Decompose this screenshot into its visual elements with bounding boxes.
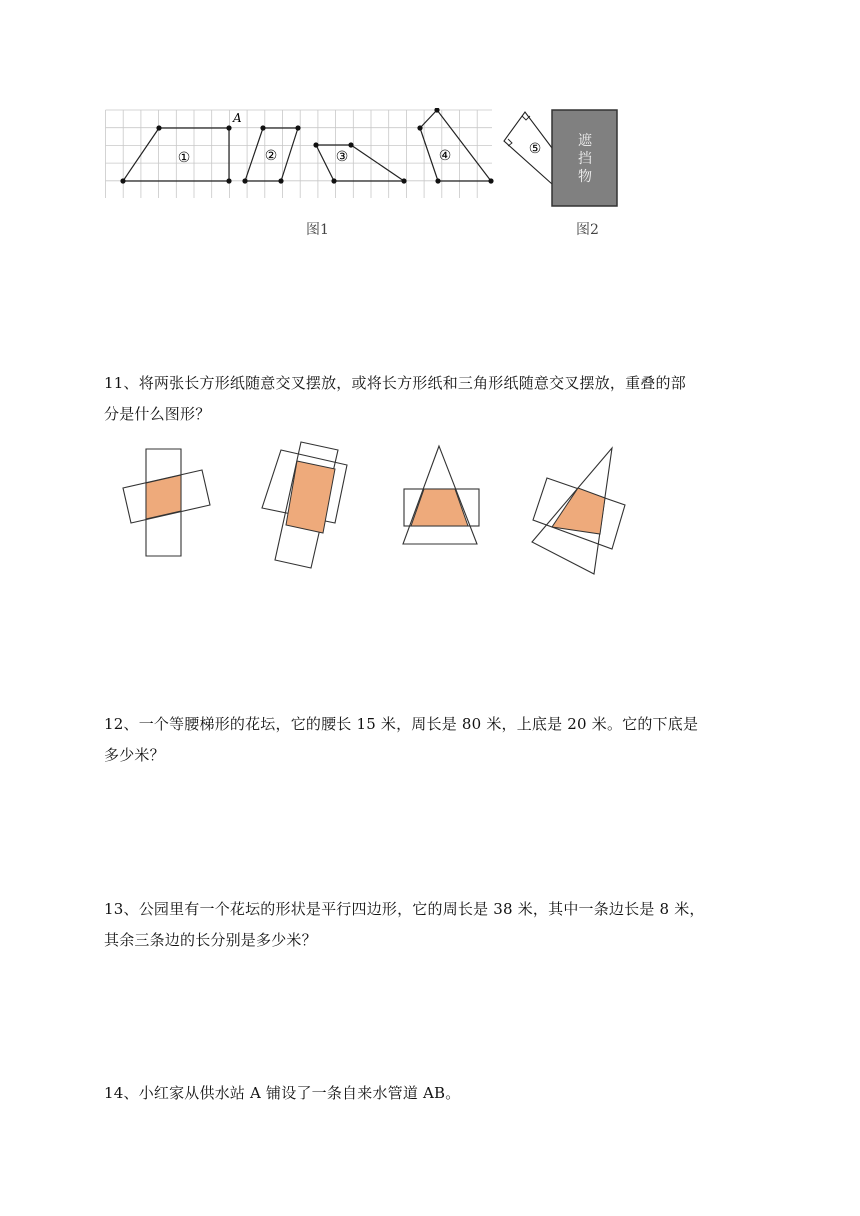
overlap-region xyxy=(552,488,605,534)
question-number: 11、 xyxy=(104,374,139,392)
overlap-figure-4 xyxy=(532,448,625,574)
overlap-figure-3 xyxy=(403,446,479,544)
question-number: 14、 xyxy=(104,1084,139,1102)
question-number: 13、 xyxy=(104,900,139,918)
question-text-line: 公园里有一个花坛的形状是平行四边形，它的周长是 38 米，其中一条边长是 8 米， xyxy=(138,900,705,918)
shape-4-label: ④ xyxy=(438,148,452,164)
question-14 xyxy=(104,1078,764,1109)
question-text-line: 其余三条边的长分别是多少米？ xyxy=(104,931,317,949)
blocker-char-3: 物 xyxy=(578,169,592,185)
overlap-region xyxy=(411,489,468,526)
shape-2-label: ② xyxy=(264,148,278,164)
shape-3-label: ③ xyxy=(335,149,349,165)
question-11 xyxy=(104,368,764,430)
question-text-line: 多少米？ xyxy=(104,746,165,764)
overlap-figure-2 xyxy=(262,442,347,568)
question-text-line: 小红家从供水站 A 铺设了一条自来水管道 AB。 xyxy=(138,1084,461,1102)
figure-1-caption: 图1 xyxy=(306,222,329,238)
blocker-char-1: 遮 xyxy=(578,133,592,149)
question-text-line: 将两张长方形纸随意交叉摆放，或将长方形纸和三角形纸随意交叉摆放，重叠的部 xyxy=(138,374,686,392)
question-12 xyxy=(104,709,764,771)
figure-2 xyxy=(500,104,625,214)
question-text-line: 分是什么图形？ xyxy=(104,405,211,423)
overlap-region xyxy=(286,461,335,533)
vertex-label-a: A xyxy=(233,111,242,125)
blocker-char-2: 挡 xyxy=(578,151,592,167)
overlap-figures xyxy=(115,438,635,578)
question-number: 12、 xyxy=(104,715,139,733)
shape-1-label: ① xyxy=(177,150,191,166)
figure-2-caption: 图2 xyxy=(576,222,599,238)
question-text-line: 一个等腰梯形的花坛，它的腰长 15 米，周长是 80 米，上底是 20 米。它的下底是 xyxy=(138,715,699,733)
figure-1-grid xyxy=(104,108,494,200)
overlap-region xyxy=(146,475,181,519)
overlap-figure-1 xyxy=(123,449,210,556)
question-13 xyxy=(104,894,764,956)
grid-lines xyxy=(106,110,493,198)
shape-5-label: ⑤ xyxy=(528,141,542,157)
